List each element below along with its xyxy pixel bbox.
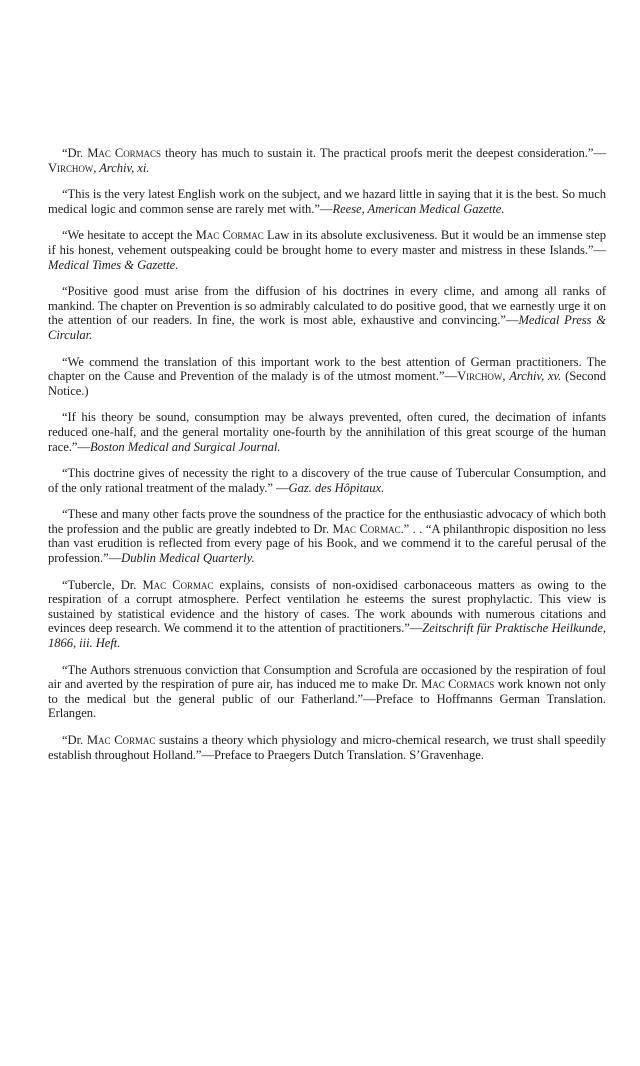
quote-text: ,	[502, 369, 510, 384]
quote-text: “This doctrine gives of necessity the right to a discovery of the true cause of Tubercular Consumption, and of the only rational treatment of the malady.” —	[48, 466, 606, 495]
press-notice-5	[48, 355, 606, 399]
press-notice-3	[48, 228, 606, 272]
quote-text: “Positive good must arise from the diffusion of his doctrines in every clime, and among all ranks of mankind. The chapter on Prevention is so admirably calculated to do positive good, that we earnestly urge it on the attention of our readers. In fine, the work is most able, exhaustive and convincing.”—	[48, 284, 606, 328]
quote-text: “If his theory be sound, consumption may be always prevented, often cured, the decimation of infants reduced one-half, and the general mortality one-fourth by the annihilation of this great scourge of the human race.”—	[48, 410, 606, 454]
source-citation: Reese, American Medical Gazette.	[332, 201, 505, 216]
press-notice-8	[48, 507, 606, 565]
reviewer-name: Virchow	[457, 369, 503, 384]
author-name: Mac Cormac	[332, 521, 401, 536]
source-citation: Medical Times & Gazette.	[48, 257, 179, 272]
source-citation: Medical Press & Circular.	[48, 313, 606, 342]
author-name: Mac Cormac	[142, 577, 214, 592]
author-name: Mac Cormacs	[87, 146, 161, 160]
press-notice-9	[48, 578, 606, 651]
quote-text: “We hesitate to accept the	[62, 228, 196, 243]
source-citation: Dublin Medical Quarterly.	[121, 551, 255, 566]
quote-text: “The Authors strenuous conviction that Consumption and Scrofula are occasioned by the respiration of foul air and averted by the respiration of pure air, has induced me to make Dr.	[48, 662, 606, 692]
press-notice-6	[48, 410, 606, 454]
press-notice-1	[48, 146, 606, 175]
notice-suffix: (Second Notice.)	[48, 369, 606, 398]
quote-text: “Dr.	[62, 733, 87, 747]
source-citation: Boston Medical and Surgical Journal.	[89, 439, 281, 454]
quote-text: Law in its absolute exclusiveness. But it would be an immense step if his honest, vehement outspeaking could be brought home to every master and mistress in these Islands.”—	[48, 228, 607, 257]
quote-text: “Dr.	[62, 146, 88, 160]
source-citation: , Archiv, xi.	[93, 160, 150, 175]
press-notice-7	[48, 466, 606, 495]
quote-text: .” . . “A philanthropic disposition no less than vast erudition is reflected from every page of his Book, and we commend it to the careful perusal of the profession.”—	[48, 521, 606, 566]
press-notice-11	[48, 733, 606, 762]
reviewer-name: Virchow	[48, 160, 94, 175]
source-citation: Zeitschrift für Praktische Heilkunde, 1866, iii. Heft.	[48, 621, 606, 651]
author-name: Mac Cormacs	[421, 677, 495, 692]
quote-text: explains, consists of non-oxidised carbonaceous matters as owing to the respiration of a corrupt atmosphere. Perfect ventilation he esteems the surest prophylactic. This view is sustained by statistical evidence and the history of cases. The work abounds with numerous citations and evinces deep research. We commend it to the attention of practitioners.”—	[48, 577, 607, 636]
quote-text: work known not only to the medical but the general public of our Fatherland.”—Preface to Hoffmanns German Translation. Erlangen.	[48, 677, 606, 721]
quote-text: theory has much to sustain it. The practical proofs merit the deepest consideration.”—	[160, 146, 606, 160]
quote-text: sustains a theory which physiology and micro-chemical research, we trust shall speedily establish throughout Holland.”—Preface to Praegers Dutch Translation. S’Gravenhage.	[48, 733, 606, 762]
press-notice-4	[48, 284, 606, 342]
source-citation: Gaz. des Hôpitaux.	[288, 480, 385, 495]
quote-text: “This is the very latest English work on the subject, and we hazard little in saying that it is the best. So much medical logic and common sense are rarely met with.”—	[48, 187, 606, 216]
source-citation: Archiv, xv.	[509, 369, 562, 384]
quote-text: “Tubercle, Dr.	[62, 577, 143, 592]
press-notice-2	[48, 187, 606, 216]
quote-text: “These and many other facts prove the soundness of the practice for the enthusiastic advocacy of which both the profession and the public are greatly indebted to Dr.	[48, 507, 606, 536]
author-name: Mac Cormac	[195, 228, 264, 243]
quote-text: “We commend the translation of this important work to the best attention of German practitioners. The chapter on the Cause and Prevention of the malady is of the utmost moment.”—	[48, 354, 606, 384]
author-name: Mac Cormac	[86, 733, 156, 747]
press-notice-10	[48, 663, 606, 721]
press-notices	[48, 146, 606, 762]
